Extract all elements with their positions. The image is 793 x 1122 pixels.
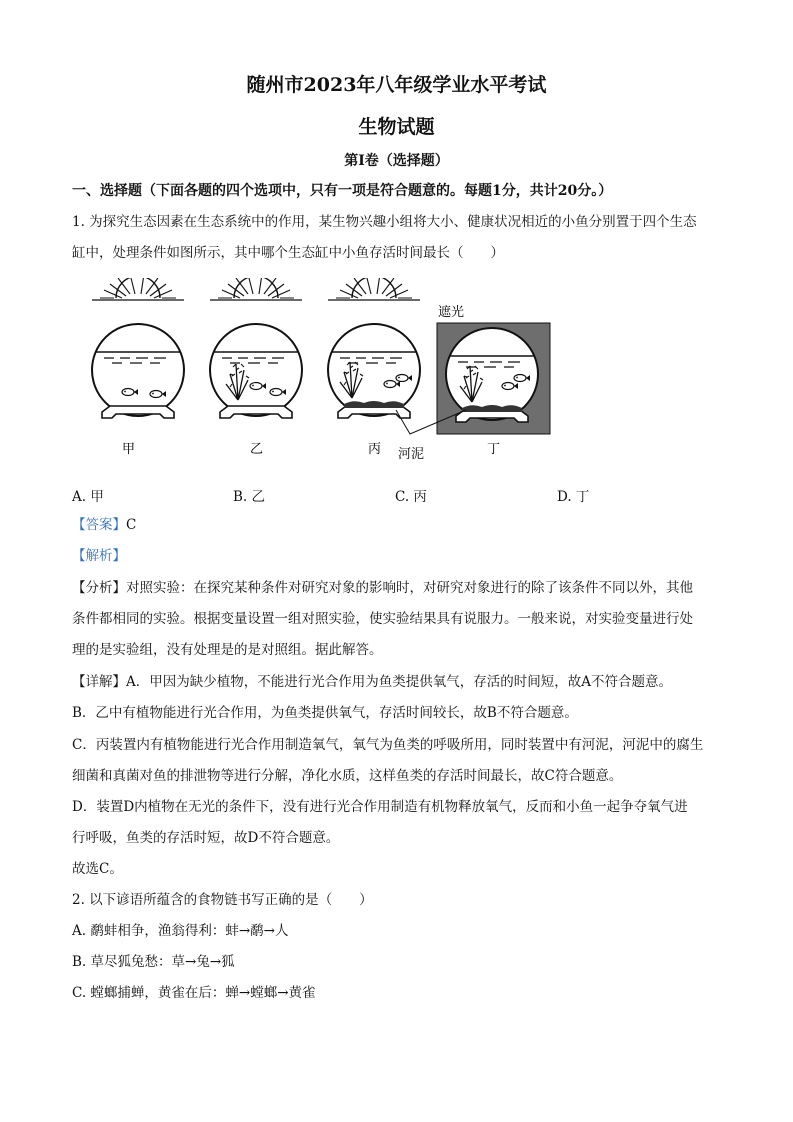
q1-option-b: B. 乙 <box>233 489 266 505</box>
analysis-tag: 【解析】 <box>72 548 126 564</box>
q1-stem-line1: 1. 为探究生态因素在生态系统中的作用，某生物兴趣小组将大小、健康状况相近的小鱼分别置于四个生态 <box>72 214 697 230</box>
q1-option-d: D. 丁 <box>557 489 590 505</box>
answer-tag: 【答案】 <box>72 517 126 533</box>
exam-subtitle: 生物试题 <box>358 116 435 138</box>
tank-yi <box>210 278 302 418</box>
detail-line6: 行呼吸，鱼类的存活时短，故D不符合题意。 <box>72 830 340 846</box>
exam-title: 随州市2023年八年级学业水平考试 <box>246 74 547 96</box>
tank-label-yi: 乙 <box>250 442 264 457</box>
q2-option-c: C. 螳螂捕蝉，黄雀在后：蝉→螳螂→黄雀 <box>72 985 316 1001</box>
detail-line5: D．装置D内植物在无光的条件下，没有进行光合作用制造有机物释放氧气，反而和小鱼一起争夺氧气进 <box>72 799 688 815</box>
q1-option-a: A. 甲 <box>72 489 104 505</box>
section-heading: 一、选择题（下面各题的四个选项中，只有一项是符合题意的。每题1分，共计20分。） <box>72 183 613 199</box>
q2-option-b: B. 草尽狐兔愁：草→兔→狐 <box>72 954 235 970</box>
analysis-line1: 【分析】对照实验：在探究某种条件对研究对象的影响时，对研究对象进行的除了该条件不同以外，其他 <box>72 580 693 596</box>
q1-option-c: C. 丙 <box>395 489 427 505</box>
detail-line4: 细菌和真菌对鱼的排泄物等进行分解，净化水质，这样鱼类的存活时间最长，故C符合题意。 <box>72 768 623 784</box>
answer-line <box>72 515 136 535</box>
q2-option-a: A. 鹬蚌相争，渔翁得利：蚌→鹬→人 <box>72 923 289 939</box>
part-heading: 第I卷（选择题） <box>344 153 449 169</box>
detail-line2: B．乙中有植物能进行光合作用，为鱼类提供氧气，存活时间较长，故B不符合题意。 <box>72 705 578 721</box>
q2-stem: 2. 以下谚语所蕴含的食物链书写正确的是（ ） <box>72 892 373 908</box>
tank-ding <box>437 323 550 434</box>
tank-label-ding: 丁 <box>487 442 501 457</box>
shade-label: 遮光 <box>438 305 465 320</box>
detail-line3: C．丙装置内有植物能进行光合作用制造氧气，氧气为鱼类的呼吸所用，同时装置中有河泥，河泥中的腐生 <box>72 737 704 753</box>
tank-label-jia: 甲 <box>122 442 136 457</box>
tank-bing <box>328 278 420 418</box>
answer-value: C <box>126 517 137 533</box>
analysis-line3: 理的是实验组，没有处理是的是对照组。据此解答。 <box>72 642 383 658</box>
fish-tank-figure <box>80 278 560 468</box>
analysis-line2: 条件都相同的实验。根据变量设置一组对照实验，使实验结果具有说服力。一般来说，对实验变量进行处 <box>72 611 693 627</box>
mud-label: 河泥 <box>398 447 425 462</box>
tank-label-bing: 丙 <box>368 442 382 457</box>
conclusion: 故选C。 <box>72 861 123 877</box>
q1-stem-line2: 缸中，处理条件如图所示，其中哪个生态缸中小鱼存活时间最长（ ） <box>72 245 504 261</box>
tank-jia <box>92 278 184 418</box>
detail-line1: 【详解】A．甲因为缺少植物，不能进行光合作用为鱼类提供氧气，存活的时间短，故A不符合题意。 <box>72 674 672 690</box>
